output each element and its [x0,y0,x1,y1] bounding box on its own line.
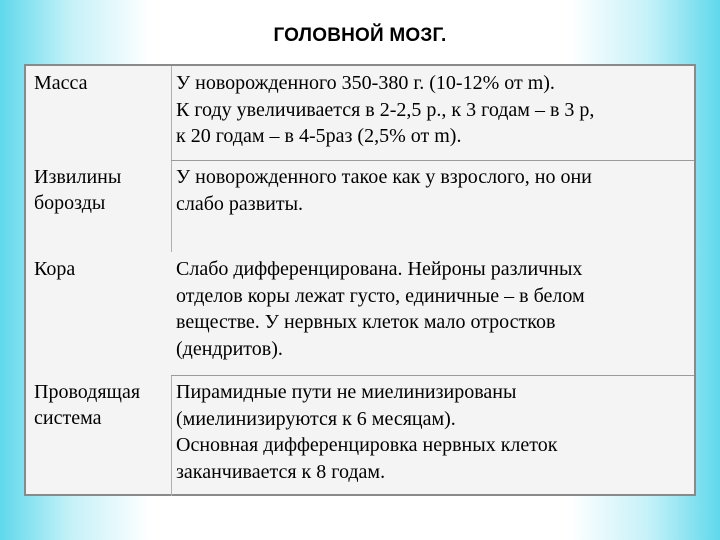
row-label [34,164,174,216]
table-row-gyri [26,160,694,252]
row-label [34,256,174,282]
description-line: (миелинизируются к 6 месяцам). [176,407,456,430]
row-description [176,379,698,485]
description-line: (дендритов). [176,337,283,360]
table-row-mass [26,66,694,160]
slide-title: ГОЛОВНОЙ МОЗГ. [273,25,447,46]
row-label [34,70,174,96]
description-line: У новорожденного 350-380 г. (10-12% от m). [176,72,555,94]
label-line: Извилины [34,166,122,188]
row-description [176,256,698,362]
table-row-conduction-system [26,375,694,496]
description-line: веществе. У нервных клеток мало отростков [176,311,556,333]
row-description [176,70,698,150]
label-line: система [34,407,102,429]
description-line: к 20 годам – в 4-5раз (2,5% от m). [176,125,462,147]
info-table [24,64,696,496]
description-line: слабо развиты. [176,192,304,215]
label-line: Масса [34,72,88,94]
row-label [34,379,174,431]
description-line: Слабо дифференцирована. Нейроны различных [176,258,583,280]
table-row-cortex [26,252,694,375]
description-line: У новорожденного такое как у взрослого, но они [176,166,592,188]
row-description [176,164,698,217]
label-line: Кора [34,258,76,280]
description-line: Пирамидные пути не миелинизированы [176,381,517,403]
description-line: заканчивается к 8 годам. [176,460,386,483]
label-line: борозды [34,192,106,214]
description-line: отделов коры лежат густо, единичные – в белом [176,284,585,307]
description-line: Основная дифференцировка нервных клеток [176,434,558,456]
label-line: Проводящая [34,381,141,403]
description-line: К году увеличивается в 2-2,5 р., к 3 годам – в 3 р, [176,98,595,121]
